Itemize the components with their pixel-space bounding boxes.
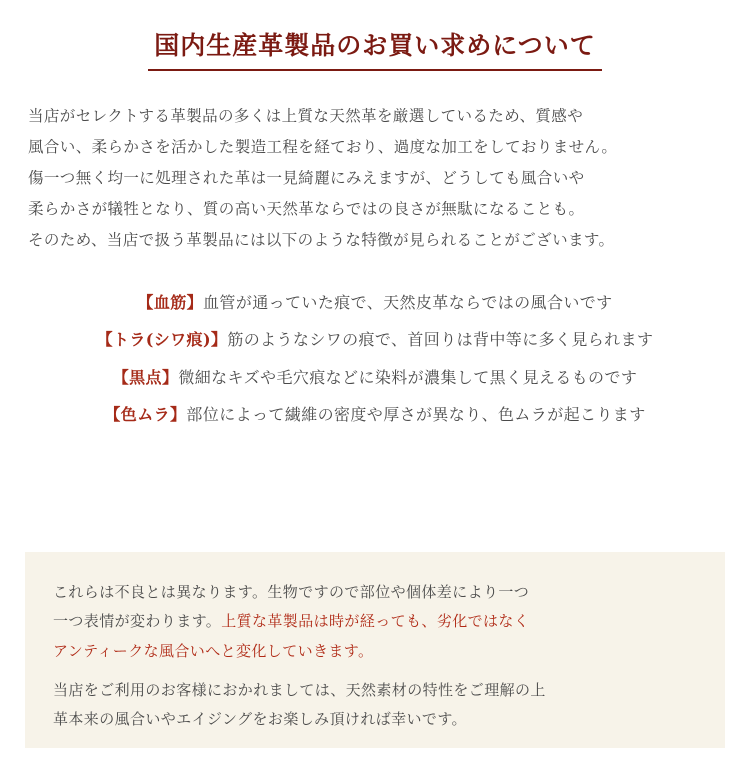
intro-line: 風合い、柔らかさを活かした製造工程を経ており、過度な加工をしておりません。 bbox=[28, 137, 618, 156]
note-line: これらは不良とは異なります。生物ですので部位や個体差により一つ bbox=[53, 583, 530, 601]
feature-item bbox=[0, 284, 750, 322]
intro-paragraph bbox=[28, 101, 722, 256]
feature-list bbox=[0, 284, 750, 434]
note-accent-text: 上質な革製品は時が経っても、 bbox=[221, 612, 437, 631]
page-title: 国内生産革製品のお買い求めについて bbox=[148, 30, 602, 71]
feature-text: 微細なキズや毛穴痕などに染料が濃集して黒く見えるものです bbox=[178, 367, 638, 387]
page-title-container bbox=[0, 30, 750, 71]
feature-item bbox=[0, 359, 750, 397]
feature-item bbox=[0, 321, 750, 359]
intro-line: 柔らかさが犠牲となり、質の高い天然革ならではの良さが無駄になることも。 bbox=[28, 199, 585, 218]
feature-text: 筋のようなシワの痕で、首回りは背中等に多く見られます bbox=[227, 330, 654, 350]
intro-line: 当店がセレクトする革製品の多くは上質な天然革を厳選しているため、質感や bbox=[28, 106, 584, 125]
note-text: 一つ表情が変わります。 bbox=[53, 612, 222, 631]
feature-label: 【色ムラ】 bbox=[104, 405, 187, 425]
feature-label: 【トラ(シワ痕)】 bbox=[96, 330, 228, 350]
note-box bbox=[25, 552, 725, 748]
document-page bbox=[0, 30, 750, 780]
note-accent-text: 劣化ではなく bbox=[436, 612, 530, 631]
note-line: 当店をご利用のお客様におかれましては、天然素材の特性をご理解の上 bbox=[53, 680, 546, 699]
feature-text: 部位によって繊維の密度や厚さが異なり、色ムラが起こります bbox=[186, 405, 646, 425]
intro-line: そのため、当店で扱う革製品には以下のような特徴が見られることがございます。 bbox=[28, 230, 615, 249]
feature-label: 【黒点】 bbox=[112, 367, 179, 387]
feature-item bbox=[0, 396, 750, 434]
intro-line: 傷一つ無く均一に処理された革は一見綺麗にみえますが、どうしても風合いや bbox=[28, 168, 585, 187]
feature-label: 【血筋】 bbox=[137, 292, 204, 312]
feature-text: 血管が通っていた痕で、天然皮革ならではの風合いです bbox=[203, 292, 613, 312]
note-line bbox=[53, 607, 725, 636]
note-line: 革本来の風合いやエイジングをお楽しみ頂ければ幸いです。 bbox=[53, 710, 467, 728]
note-line: アンティークな風合いへと変化していきます。 bbox=[53, 641, 374, 660]
